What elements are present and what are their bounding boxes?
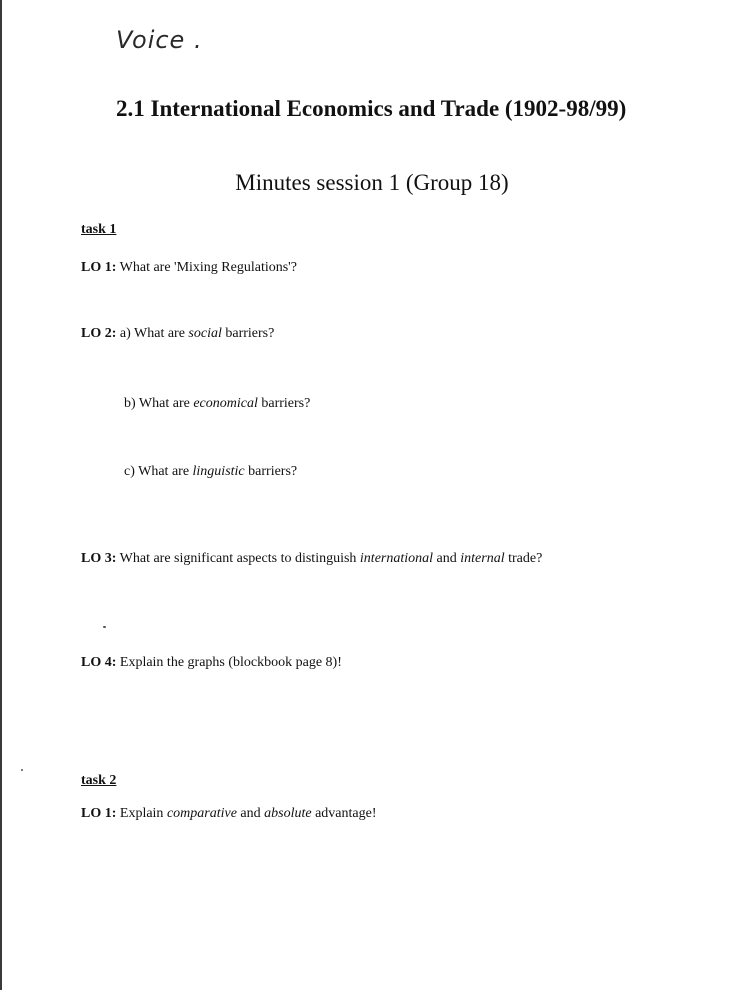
question-prefix: a) What are: [119, 326, 185, 341]
document-title: 2.1 International Economics and Trade (1902-98/99): [116, 96, 627, 121]
question-emphasis: linguistic: [192, 464, 245, 479]
question-text: What are 'Mixing Regulations'?: [119, 260, 297, 275]
question-emphasis-2: internal: [460, 551, 505, 566]
scan-speck: [21, 769, 23, 771]
question-suffix: barriers?: [261, 396, 311, 411]
question-suffix: trade?: [508, 551, 543, 566]
lo-label: LO 4:: [81, 655, 117, 670]
question-emphasis-2: absolute: [264, 806, 312, 821]
task1-lo2a: [81, 326, 274, 342]
question-mid: and: [436, 551, 457, 566]
scan-speck: [103, 626, 106, 628]
question-suffix: advantage!: [315, 806, 377, 821]
question-emphasis-1: international: [359, 551, 434, 566]
question-mid: and: [240, 806, 261, 821]
question-prefix: b) What are: [124, 396, 190, 411]
question-suffix: barriers?: [248, 464, 298, 479]
question-emphasis: economical: [193, 396, 258, 411]
handwritten-note: Voice .: [116, 26, 203, 54]
question-prefix: c) What are: [124, 464, 190, 479]
task1-lo2c: [124, 464, 297, 480]
question-suffix: barriers?: [225, 326, 275, 341]
lo-label: LO 1:: [81, 806, 117, 821]
task2-lo1: [81, 806, 377, 822]
lo-label: LO 2:: [81, 326, 117, 341]
task1-heading: task 1: [81, 222, 117, 237]
question-prefix: Explain: [119, 806, 164, 821]
task1-lo2b: [124, 396, 310, 412]
task2-heading: task 2: [81, 773, 117, 788]
scan-edge: [0, 0, 2, 990]
task1-lo4: [81, 655, 342, 671]
question-prefix: What are significant aspects to distinguish: [119, 551, 357, 566]
task1-lo3: [81, 551, 542, 567]
document-subtitle: Minutes session 1 (Group 18): [235, 170, 509, 195]
question-text: Explain the graphs (blockbook page 8)!: [119, 655, 342, 670]
lo-label: LO 1:: [81, 260, 117, 275]
question-emphasis-1: comparative: [166, 806, 237, 821]
lo-label: LO 3:: [81, 551, 117, 566]
question-emphasis: social: [188, 326, 222, 341]
task1-lo1: [81, 260, 297, 276]
